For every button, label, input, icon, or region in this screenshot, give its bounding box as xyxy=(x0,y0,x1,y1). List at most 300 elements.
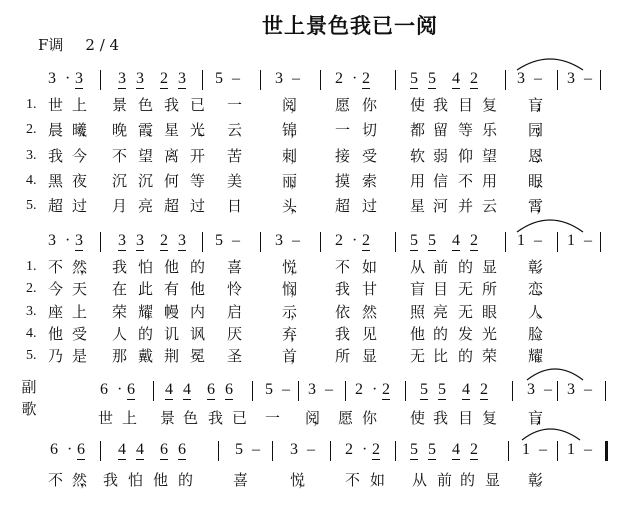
lyric-char: 光、 xyxy=(190,121,207,139)
barline xyxy=(600,232,601,252)
lyric-char: 晚 xyxy=(112,121,128,139)
lyric-char: 夜 xyxy=(72,172,88,190)
lyric-char: 亮 xyxy=(433,303,449,321)
note: 4 xyxy=(452,441,460,458)
lyric-char: 荆 xyxy=(164,347,180,365)
lyric-char: 怕 xyxy=(138,258,154,276)
barline xyxy=(100,232,101,252)
key-signature xyxy=(38,34,141,55)
lyric-char: 无 xyxy=(410,347,426,365)
note: · xyxy=(352,70,358,87)
slur xyxy=(522,429,580,440)
note: · xyxy=(65,70,71,87)
note: – xyxy=(232,70,240,87)
lyric-char: 已 xyxy=(190,96,206,114)
note: 3 xyxy=(75,232,83,249)
note: · xyxy=(372,381,378,398)
lyric-char: 不 xyxy=(112,147,128,165)
lyric-char: 仰 xyxy=(458,147,474,165)
barline xyxy=(260,232,261,252)
note: 6 xyxy=(207,381,215,398)
note: – xyxy=(252,441,260,458)
lyric-char: 他 xyxy=(164,258,180,276)
note: 3 xyxy=(48,70,56,87)
note: 5 xyxy=(215,70,223,87)
lyric-char: 脸。 xyxy=(528,325,545,343)
note: 3 xyxy=(178,70,186,87)
lyric-char: 所 xyxy=(335,347,351,365)
lyric-char: 都 xyxy=(410,121,426,139)
note: 6 xyxy=(127,381,135,398)
lyric-char: 景 xyxy=(160,409,176,427)
note: 4 xyxy=(183,381,191,398)
lyric-char: 从 xyxy=(412,471,428,489)
note: 5 xyxy=(235,441,243,458)
lyric-char: 戴 xyxy=(138,347,154,365)
note: – xyxy=(292,232,300,249)
lyric-char: 黑 xyxy=(48,172,64,190)
lyric-char: 等 xyxy=(458,121,474,139)
note: 3 xyxy=(275,70,283,87)
note: 5 xyxy=(438,381,446,398)
lyric-char: 复 xyxy=(482,96,498,114)
lyric-char: 今 xyxy=(48,280,64,298)
lyric-char: 我 xyxy=(433,409,449,427)
note: · xyxy=(352,232,358,249)
lyric-char: 并 xyxy=(458,197,474,215)
lyric-char: 座 xyxy=(48,303,64,321)
note: 2 xyxy=(470,232,478,249)
lyric-char: 使 xyxy=(410,409,426,427)
note: – xyxy=(292,70,300,87)
lyric-char: 不 xyxy=(48,258,64,276)
lyric-char: 园; xyxy=(528,121,535,139)
lyric-char: 一 xyxy=(265,409,281,427)
note: 3 xyxy=(567,70,575,87)
barline xyxy=(605,441,608,461)
lyric-char: 上 xyxy=(122,409,138,427)
note: 2 xyxy=(160,232,168,249)
note: – xyxy=(544,381,552,398)
lyric-char: 离 xyxy=(164,147,180,165)
lyric-char: 如 xyxy=(370,471,386,489)
lyric-char: 信 xyxy=(433,172,449,190)
verse-number: 1. xyxy=(26,97,37,112)
lyric-char: 甘 xyxy=(362,280,378,298)
lyric-char: 上 xyxy=(72,96,88,114)
slur xyxy=(517,220,583,232)
note: 3 xyxy=(136,232,144,249)
verse-number: 3. xyxy=(26,304,37,319)
lyric-char: 耀。 xyxy=(528,347,545,365)
lyric-char: 讥 xyxy=(164,325,180,343)
lyric-char: 圣 xyxy=(227,347,243,365)
barline xyxy=(605,381,606,401)
note: 3 xyxy=(48,232,56,249)
verse-number: 5. xyxy=(26,198,37,213)
note: 5 xyxy=(428,441,436,458)
lyric-char: 头， xyxy=(282,197,299,215)
lyric-char: 前 xyxy=(437,471,453,489)
lyric-char: 超 xyxy=(164,197,180,215)
lyric-char: 景 xyxy=(112,96,128,114)
note: 4 xyxy=(118,441,126,458)
note: · xyxy=(65,232,71,249)
lyric-char: 盲; xyxy=(528,96,535,114)
barline xyxy=(557,381,558,401)
barline xyxy=(405,381,406,401)
barline xyxy=(557,232,558,252)
lyric-char: 耀， xyxy=(138,303,155,321)
lyric-char: 显 xyxy=(362,347,378,365)
note: 6 xyxy=(225,381,233,398)
lyric-char: 在 xyxy=(112,280,128,298)
note: 3 xyxy=(517,70,525,87)
lyric-char: 使 xyxy=(410,96,426,114)
lyric-char: 月 xyxy=(112,197,128,215)
note: 3 xyxy=(275,232,283,249)
lyric-char: 前 xyxy=(433,258,449,276)
lyric-char: 超 xyxy=(48,197,64,215)
lyric-char: 厌 xyxy=(227,325,243,343)
lyric-char: 目 xyxy=(433,280,449,298)
note: 1 xyxy=(567,232,575,249)
barline xyxy=(100,441,101,461)
lyric-char: 目 xyxy=(458,409,474,427)
lyric-char: 显 xyxy=(485,471,501,489)
lyric-char: 怕 xyxy=(128,471,144,489)
lyric-char: 亮 xyxy=(138,197,154,215)
lyric-char: 美 xyxy=(227,172,243,190)
slur xyxy=(517,59,583,70)
lyric-char: 我 xyxy=(208,409,224,427)
lyric-char: 我 xyxy=(433,96,449,114)
lyric-char: 留 xyxy=(433,121,449,139)
lyric-char: 首， xyxy=(282,347,299,365)
lyric-char: 你 xyxy=(362,96,378,114)
lyric-char: 目 xyxy=(458,96,474,114)
lyric-char: 切 xyxy=(362,121,378,139)
lyric-char: 阅， xyxy=(305,409,322,427)
lyric-char: 彰。 xyxy=(528,471,545,489)
barline xyxy=(330,441,331,461)
note: – xyxy=(584,70,592,87)
lyric-char: 一 xyxy=(335,121,351,139)
lyric-char: 何 xyxy=(164,172,180,190)
note: 2 xyxy=(362,70,370,87)
note: 2 xyxy=(382,381,390,398)
note: – xyxy=(584,441,592,458)
lyric-char: 我 xyxy=(335,325,351,343)
note: 3 xyxy=(178,232,186,249)
lyric-char: 日 xyxy=(227,197,243,215)
lyric-char: 超 xyxy=(335,197,351,215)
lyric-char: 悦， xyxy=(290,471,307,489)
verse-number: 5. xyxy=(26,348,37,363)
lyric-char: 弃， xyxy=(282,325,299,343)
lyric-char: 无 xyxy=(458,280,474,298)
note: 1 xyxy=(567,441,575,458)
lyric-char: 他 xyxy=(48,325,64,343)
lyric-char: 一 xyxy=(227,96,243,114)
barline xyxy=(202,232,203,252)
barline xyxy=(100,70,101,90)
lyric-char: 彰。 xyxy=(528,258,545,276)
lyric-char: 的 xyxy=(138,325,154,343)
note: – xyxy=(534,70,542,87)
lyric-char: 人 xyxy=(112,325,128,343)
barline xyxy=(272,441,273,461)
lyric-char: 天 xyxy=(72,280,88,298)
note: – xyxy=(282,381,290,398)
note: · xyxy=(117,381,123,398)
lyric-char: 已 xyxy=(232,409,248,427)
note: 1 xyxy=(522,441,530,458)
lyric-char: 接 xyxy=(335,147,351,165)
note: 3 xyxy=(567,381,575,398)
barline xyxy=(202,70,203,90)
lyric-char: 云 xyxy=(482,197,498,215)
lyric-char: 苦 xyxy=(227,147,243,165)
note: 4 xyxy=(452,232,460,249)
lyric-char: 用 xyxy=(482,172,498,190)
lyric-char: 然 xyxy=(362,303,378,321)
lyric-char: 的 xyxy=(460,471,476,489)
note: – xyxy=(232,232,240,249)
lyric-char: 刺， xyxy=(282,147,299,165)
lyric-char: 晨 xyxy=(48,121,64,139)
verse-number: 4. xyxy=(26,173,37,188)
barline xyxy=(557,441,558,461)
lyric-char: 愿 xyxy=(335,96,351,114)
note: 5 xyxy=(265,381,273,398)
note: – xyxy=(307,441,315,458)
note: 2 xyxy=(335,232,343,249)
lyric-char: 愿 xyxy=(338,409,354,427)
lyric-char: 发 xyxy=(458,325,474,343)
note: 3 xyxy=(118,232,126,249)
note: – xyxy=(539,441,547,458)
note: 6 xyxy=(160,441,168,458)
note: 2 xyxy=(335,70,343,87)
lyric-char: 锦， xyxy=(282,121,299,139)
barline xyxy=(395,70,396,90)
lyric-char: 悯， xyxy=(282,280,299,298)
lyric-char: 摸 xyxy=(335,172,351,190)
note: 2 xyxy=(362,232,370,249)
lyric-char: 然， xyxy=(72,258,89,276)
lyric-char: 的 xyxy=(458,347,474,365)
note: – xyxy=(584,232,592,249)
lyric-char: 怜 xyxy=(227,280,243,298)
lyric-char: 光 xyxy=(482,325,498,343)
barline xyxy=(508,441,509,461)
lyric-char: 冕 xyxy=(190,347,206,365)
lyric-char: 今 xyxy=(72,147,88,165)
lyric-char: 讽 xyxy=(190,325,206,343)
lyric-char: 从 xyxy=(410,258,426,276)
lyric-char: 软 xyxy=(410,147,426,165)
note: – xyxy=(584,381,592,398)
lyric-char: 不 xyxy=(345,471,361,489)
lyric-char: 我 xyxy=(103,471,119,489)
lyric-char: 我 xyxy=(48,147,64,165)
lyric-char: 喜 xyxy=(233,471,249,489)
lyric-char: 他 xyxy=(153,471,169,489)
lyric-char: 沉 xyxy=(112,172,128,190)
barline xyxy=(320,70,321,90)
lyric-char: 沉 xyxy=(138,172,154,190)
lyric-char: 是 xyxy=(72,347,88,365)
note: 6 xyxy=(50,441,58,458)
lyric-char: 的 xyxy=(178,471,194,489)
lyric-char: 所 xyxy=(482,280,498,298)
lyric-char: 阅， xyxy=(282,96,299,114)
note: 2 xyxy=(470,441,478,458)
note: 3 xyxy=(118,70,126,87)
note: 5 xyxy=(410,232,418,249)
note: 5 xyxy=(428,232,436,249)
lyric-char: 云 xyxy=(227,121,243,139)
barline xyxy=(320,232,321,252)
lyric-char: 恩; xyxy=(528,147,535,165)
lyric-char: 索 xyxy=(362,172,378,190)
note: 2 xyxy=(470,70,478,87)
note: 3 xyxy=(136,70,144,87)
note: 2 xyxy=(345,441,353,458)
note: 3 xyxy=(308,381,316,398)
lyric-char: 霞、 xyxy=(138,121,155,139)
verse-number: 2. xyxy=(26,122,37,137)
lyric-char: 世 xyxy=(98,409,114,427)
barline xyxy=(153,381,154,401)
lyric-char: 启 xyxy=(227,303,243,321)
lyric-char: 然， xyxy=(72,471,89,489)
barline xyxy=(395,441,396,461)
lyric-char: 开 xyxy=(190,147,206,165)
note: 4 xyxy=(452,70,460,87)
lyric-char: 荣 xyxy=(482,347,498,365)
lyric-char: 色 xyxy=(138,96,154,114)
note: · xyxy=(67,441,73,458)
lyric-char: 霄， xyxy=(528,197,545,215)
lyric-char: 无 xyxy=(458,303,474,321)
lyric-char: 星 xyxy=(164,121,180,139)
note: 5 xyxy=(428,70,436,87)
lyric-char: 照 xyxy=(410,303,426,321)
lyric-char: 你 xyxy=(362,409,378,427)
note: – xyxy=(534,232,542,249)
lyric-char: 眼 xyxy=(482,303,498,321)
note: 2 xyxy=(372,441,380,458)
note: 5 xyxy=(215,232,223,249)
lyric-char: 望 xyxy=(138,147,154,165)
lyric-char: 乃 xyxy=(48,347,64,365)
note: 5 xyxy=(410,441,418,458)
lyric-char: 等 xyxy=(190,172,206,190)
lyric-char: 用 xyxy=(410,172,426,190)
lyric-char: 显 xyxy=(482,258,498,276)
barline xyxy=(600,70,601,90)
note: 4 xyxy=(165,381,173,398)
lyric-char: 世 xyxy=(48,96,64,114)
lyric-char: 的 xyxy=(190,258,206,276)
lyric-char: 内 xyxy=(190,303,206,321)
lyric-char: 望 xyxy=(482,147,498,165)
note: 2 xyxy=(355,381,363,398)
lyric-char: 荣 xyxy=(112,303,128,321)
barline xyxy=(298,381,299,401)
note: 4 xyxy=(462,381,470,398)
barline xyxy=(505,70,506,90)
barline xyxy=(505,232,506,252)
lyric-char: 不 xyxy=(335,258,351,276)
lyric-char: 过 xyxy=(72,197,88,215)
lyric-char: 丽， xyxy=(282,172,299,190)
time-signature: 2 / 4 xyxy=(85,36,120,54)
lyric-char: 那 xyxy=(112,347,128,365)
lyric-char: 我 xyxy=(164,96,180,114)
lyric-char: 我 xyxy=(112,258,128,276)
lyric-char: 受 xyxy=(362,147,378,165)
note: 2 xyxy=(480,381,488,398)
song-title: 世上景色我已一阅 xyxy=(262,14,438,38)
note: 1 xyxy=(517,232,525,249)
lyric-char: 河 xyxy=(433,197,449,215)
lyric-char: 依 xyxy=(335,303,351,321)
lyric-char: 幔 xyxy=(164,303,180,321)
verse-number: 1. xyxy=(26,259,37,274)
lyric-char: 悦， xyxy=(282,258,299,276)
lyric-char: 见 xyxy=(362,325,378,343)
note: 2 xyxy=(160,70,168,87)
lyric-char: 示， xyxy=(282,303,299,321)
lyric-char: 不 xyxy=(48,471,64,489)
note: – xyxy=(325,381,333,398)
lyric-char: 曦、 xyxy=(72,121,89,139)
note: 6 xyxy=(178,441,186,458)
lyric-char: 喜 xyxy=(227,258,243,276)
lyric-char: 色 xyxy=(183,409,199,427)
barline xyxy=(260,70,261,90)
lyric-char: 过 xyxy=(362,197,378,215)
lyric-char: 乐 xyxy=(482,121,498,139)
note: 5 xyxy=(420,381,428,398)
lyric-char: 比 xyxy=(433,347,449,365)
lyric-char: 恋。 xyxy=(528,280,545,298)
lyric-char: 的 xyxy=(458,258,474,276)
barline xyxy=(557,70,558,90)
lyric-char: 他 xyxy=(190,280,206,298)
verse-number: 2. xyxy=(26,281,37,296)
barline xyxy=(512,381,513,401)
chorus-label: 副歌 xyxy=(21,378,37,418)
note: · xyxy=(362,441,368,458)
lyric-char: 受 xyxy=(72,325,88,343)
note: 3 xyxy=(527,381,535,398)
lyric-char: 的 xyxy=(433,325,449,343)
lyric-char: 人。 xyxy=(528,303,545,321)
lyric-char: 上 xyxy=(72,303,88,321)
lyric-char: 弱 xyxy=(433,147,449,165)
verse-number: 3. xyxy=(26,148,37,163)
lyric-char: 有 xyxy=(164,280,180,298)
lyric-char: 如 xyxy=(362,258,378,276)
lyric-char: 他 xyxy=(410,325,426,343)
note: 5 xyxy=(410,70,418,87)
note: 3 xyxy=(75,70,83,87)
note: 3 xyxy=(290,441,298,458)
